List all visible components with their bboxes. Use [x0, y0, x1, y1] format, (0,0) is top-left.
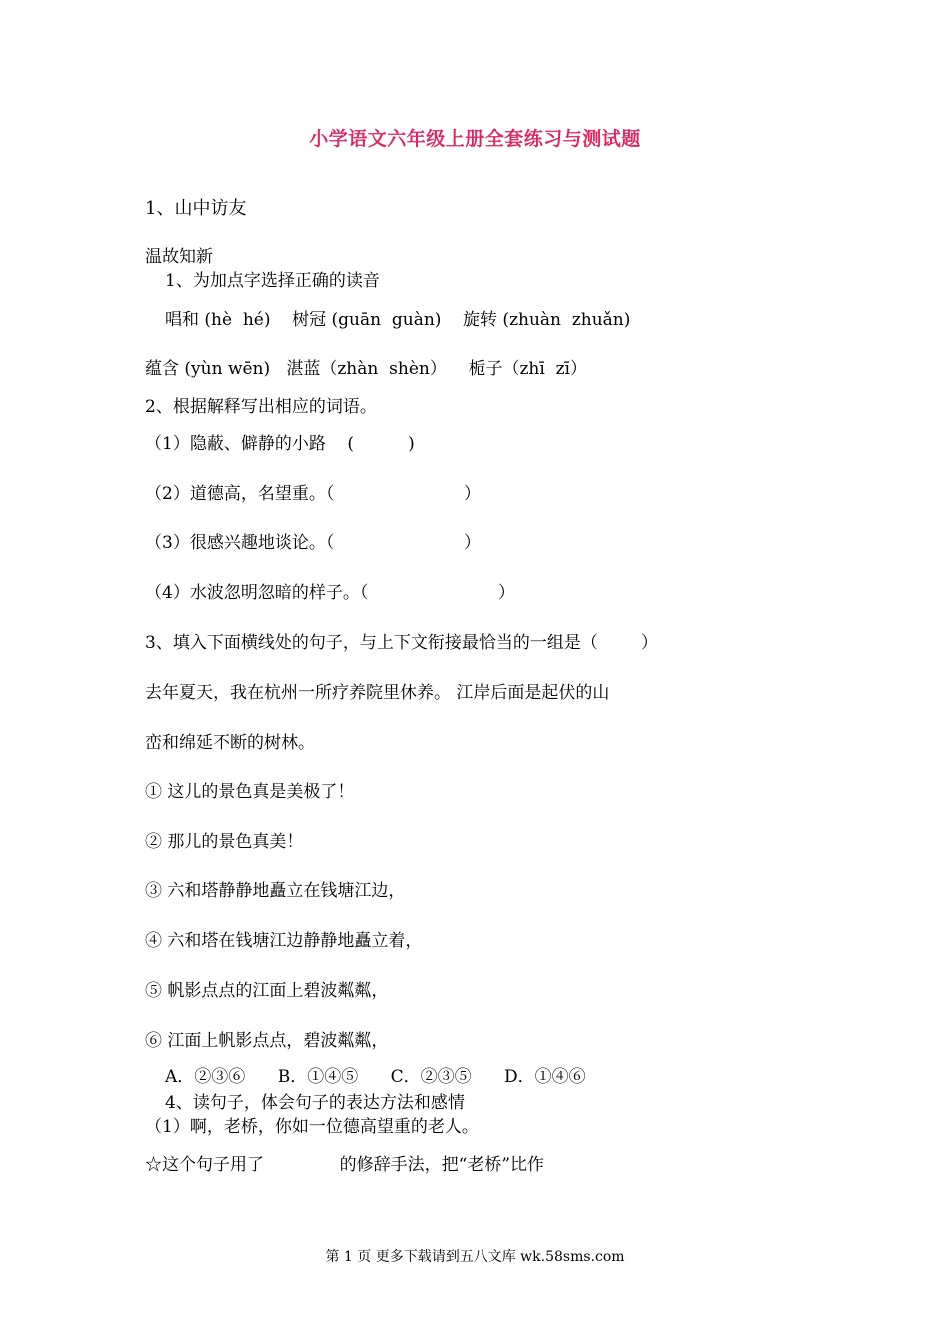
question-3-choices: A．②③⑥ B．①④⑤ C．②③⑤ D．①④⑥ [165, 1067, 586, 1087]
question-1: 1、为加点字选择正确的读音 [165, 271, 380, 291]
question-2-item: （2）道德高，名望重。（ ） [145, 484, 482, 504]
question-3: 3、填入下面横线处的句子，与上下文衔接最恰当的一组是（ ） [145, 633, 659, 653]
section-heading: 1、山中访友 [145, 198, 247, 219]
question-2-item: （4）水波忽明忽暗的样子。（ ） [145, 583, 516, 603]
review-heading: 温故知新 [145, 247, 213, 267]
document-title: 小学语文六年级上册全套练习与测试题 [309, 128, 641, 150]
question-3-option: ⑤ 帆影点点的江面上碧波粼粼， [145, 981, 389, 1001]
question-4-item: （1）啊，老桥，你如一位德高望重的老人。 [145, 1117, 479, 1137]
question-3-option: ⑥ 江面上帆影点点，碧波粼粼， [145, 1031, 389, 1051]
question-2-item: （3）很感兴趣地谈论。（ ） [145, 533, 482, 553]
question-3-option: ③ 六和塔静静地矗立在钱塘江边， [145, 881, 406, 901]
question-3-option: ④ 六和塔在钱塘江边静静地矗立着， [145, 931, 423, 951]
question-4: 4、读句子，体会句子的表达方法和感情 [165, 1093, 465, 1113]
question-1-line-2: 蕴含 (yùn wēn) 湛蓝（zhàn shèn） 栀子（zhī zī） [145, 359, 587, 379]
question-3-option: ① 这儿的景色真是美极了！ [145, 782, 355, 802]
question-2-item: （1）隐蔽、僻静的小路 ( ) [145, 434, 415, 454]
question-2: 2、根据解释写出相应的词语。 [145, 397, 377, 417]
question-3-text: 去年夏天，我在杭州一所疗养院里休养。 江岸后面是起伏的山 [145, 683, 610, 703]
question-3-text: 峦和绵延不断的树林。 [145, 733, 315, 753]
question-4-prompt: ☆这个句子用了 的修辞手法，把“老桥”比作 [145, 1155, 545, 1175]
question-3-option: ② 那儿的景色真美！ [145, 832, 304, 852]
question-1-line-1: 唱和 (hè hé) 树冠 (guān guàn) 旋转 (zhuàn zhuǎn) [165, 310, 631, 330]
page-footer: 第 1 页 更多下载请到五八文库 wk.58sms.com [325, 1249, 625, 1265]
